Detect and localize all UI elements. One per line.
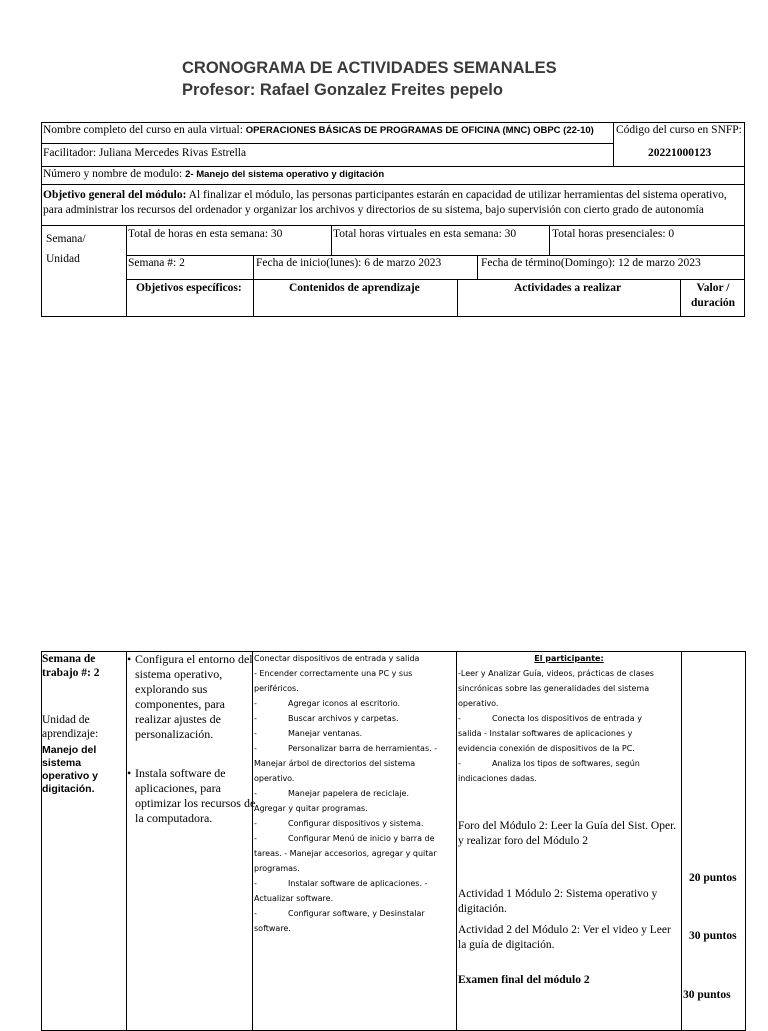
virtual-hours: Total horas virtuales en esta semana: 30 xyxy=(333,228,517,240)
week-label-2: trabajo #: 2 xyxy=(42,667,100,679)
activity-2-line-2: la guía de digitación. xyxy=(458,939,555,951)
total-hours: Total de horas en esta semana: 30 xyxy=(128,228,283,240)
content-line: - Configurar software, y Desinstalar xyxy=(254,909,425,918)
week-unit-cell xyxy=(42,652,124,796)
snfp-label: Código del curso en SNFP: xyxy=(616,124,742,136)
week-label-1: Semana de xyxy=(42,653,96,665)
points-exam: 30 puntos xyxy=(683,989,731,1001)
objective-item-1: • Configura el entorno del sistema operativo, explorando sus componentes, para realizar ajustes de personalización. xyxy=(127,652,253,741)
content-line: Agregar y quitar programas. xyxy=(254,804,368,813)
content-text: Personalizar barra de herramientas. - xyxy=(288,744,438,753)
content-line: - Encender correctamente una PC y sus xyxy=(254,669,413,678)
unit-label-2: aprendizaje: xyxy=(42,728,99,740)
activity-line: evidencia conexión de dispositivos de la PC. xyxy=(458,744,635,753)
facilitator: Facilitador: Juliana Mercedes Rivas Estrella xyxy=(43,147,247,159)
content-line: - Buscar archivos y carpetas. xyxy=(254,714,399,723)
snfp-code: 20221000123 xyxy=(648,147,712,159)
content-text: Manejar papelera de reciclaje. xyxy=(288,789,410,798)
content-line: - Manejar papelera de reciclaje. xyxy=(254,789,410,798)
activity-1-line-2: digitación. xyxy=(458,903,507,915)
content-line: Conectar dispositivos de entrada y salida xyxy=(254,654,420,663)
activity-line: salida - Instalar softwares de aplicaciones y xyxy=(458,729,633,738)
unit-name-2: sistema xyxy=(42,757,82,769)
participant-label: El participante xyxy=(534,654,601,663)
content-line: programas. xyxy=(254,864,300,873)
general-objective xyxy=(43,188,727,218)
document-title xyxy=(182,57,557,101)
col-contents-header: Contenidos de aprendizaje xyxy=(289,282,420,294)
course-name-row xyxy=(43,123,594,138)
activity-1-line-1: Actividad 1 Módulo 2: Sistema operativo y xyxy=(458,888,658,900)
col-value-header: Valor / duración xyxy=(690,282,736,309)
content-text: Buscar archivos y carpetas. xyxy=(288,714,399,723)
objective-line-2: para administrar los recursos del ordenador y organizar los archivos y directorios de su sistema, bajo supervisión con cierto grado de autonomía xyxy=(43,204,704,216)
course-name-value: OPERACIONES BÁSICAS DE PROGRAMAS DE OFICINA (MNC) OBPC (22-10) xyxy=(245,125,594,136)
content-text: Configurar dispositivos y sistema. xyxy=(288,819,424,828)
week-number: Semana #: 2 xyxy=(128,257,185,269)
content-line: periféricos. xyxy=(254,684,299,693)
content-line: - Agregar iconos al escritorio. xyxy=(254,699,401,708)
objective-item-2: • Instala software de aplicaciones, para optimizar los recursos de la computadora. xyxy=(127,766,256,825)
content-text: Agregar iconos al escritorio. xyxy=(288,699,401,708)
activity-text: Analiza los tipos de softwares, según xyxy=(492,759,640,768)
participant-activities xyxy=(458,666,680,786)
module-label: Número y nombre de modulo: xyxy=(43,168,183,180)
points-activity-2: 30 puntos xyxy=(689,930,737,942)
col-activities-header: Actividades a realizar xyxy=(514,282,622,294)
content-line: tareas. - Manejar accesorios, agregar y quitar xyxy=(254,849,437,858)
title-line-1: CRONOGRAMA DE ACTIVIDADES SEMANALES xyxy=(182,59,557,77)
content-line: - Manejar ventanas. xyxy=(254,729,363,738)
objective-label: Objetivo general del módulo: xyxy=(43,189,187,201)
activity-line: - Analiza los tipos de softwares, según xyxy=(458,759,640,768)
content-line: - Configurar Menú de inicio y barra de xyxy=(254,834,435,843)
content-line: - Instalar software de aplicaciones. - xyxy=(254,879,428,888)
unidad-label: Unidad xyxy=(46,253,80,265)
content-text: Instalar software de aplicaciones. - xyxy=(288,879,428,888)
semana-label: Semana/ xyxy=(46,233,86,245)
end-date: Fecha de término(Domingo): 12 de marzo 2023 xyxy=(481,257,701,269)
unit-name-4: digitación. xyxy=(42,783,95,795)
content-line: - Personalizar barra de herramientas. - xyxy=(254,744,438,753)
presencial-hours: Total horas presenciales: 0 xyxy=(552,228,675,240)
activity-line: operativo. xyxy=(458,699,499,708)
activity-line: indicaciones dadas. xyxy=(458,774,537,783)
course-name-label: Nombre completo del curso en aula virtual: xyxy=(43,124,243,136)
module-value: 2- Manejo del sistema operativo y digitación xyxy=(185,169,385,180)
activity-line: -Leer y Analizar Guía, videos, prácticas de clases xyxy=(458,669,654,678)
points-activity-1: 20 puntos xyxy=(689,872,737,884)
title-line-2: Profesor: Rafael Gonzalez Freites pepelo xyxy=(182,81,503,99)
semana-unidad-label xyxy=(46,229,86,269)
start-date: Fecha de inicio(lunes): 6 de marzo 2023 xyxy=(256,257,442,269)
activity-2-line-1: Actividad 2 del Módulo 2: Ver el video y Leer xyxy=(458,924,671,936)
content-line: software. xyxy=(254,924,291,933)
module-row xyxy=(43,167,384,182)
content-text: Configurar software, y Desinstalar xyxy=(288,909,425,918)
col-objectives-header: Objetivos específicos: xyxy=(136,282,242,294)
forum-line-2: y realizar foro del Módulo 2 xyxy=(458,835,588,847)
unit-label-1: Unidad de xyxy=(42,714,90,726)
activity-text: Conecta los dispositivos de entrada y xyxy=(492,714,642,723)
content-line: Manejar árbol de directorios del sistema xyxy=(254,759,416,768)
activity-line: - Conecta los dispositivos de entrada y xyxy=(458,714,642,723)
learning-contents-cell xyxy=(254,651,454,936)
specific-objectives-cell xyxy=(127,652,256,826)
content-text: Manejar ventanas. xyxy=(288,729,363,738)
forum-line-1: Foro del Módulo 2: Leer la Guía del Sist. Oper. xyxy=(458,820,677,832)
content-text: Configurar Menú de inicio y barra de xyxy=(288,834,435,843)
unit-name-1: Manejo del xyxy=(42,744,97,756)
activities-cell: El participante: -Leer y Analizar Guía, videos, prácticas de clases sincrónicas sobre las generalidades del sistema operativo. - Conecta los dispositivos de entrada y salida - Instalar softwares de aplicaciones y evidencia conexión de dispositivos de la PC. - Analiza los tipos de softwares, según indicaciones dadas. Foro del Módulo 2: Leer la Guía del Sist. Oper. y realizar foro del Módulo 2 Actividad 1 Módulo 2: Sistema operativo y digitación. Actividad 2 del Módulo 2: Ver el video y Leer la guía de digitación. Examen final del módulo 2 xyxy=(458,651,680,988)
content-line: - Configurar dispositivos y sistema. xyxy=(254,819,424,828)
final-exam: Examen final del módulo 2 xyxy=(458,974,590,986)
unit-name-3: operativo y xyxy=(42,770,99,782)
content-line: Actualizar software. xyxy=(254,894,334,903)
activity-line: sincrónicas sobre las generalidades del sistema xyxy=(458,684,650,693)
objective-line-1: Al finalizar el módulo, las personas participantes estarán en capacidad de utilizar herramientas del sistema operativo, xyxy=(188,189,727,201)
content-line: operativo. xyxy=(254,774,295,783)
